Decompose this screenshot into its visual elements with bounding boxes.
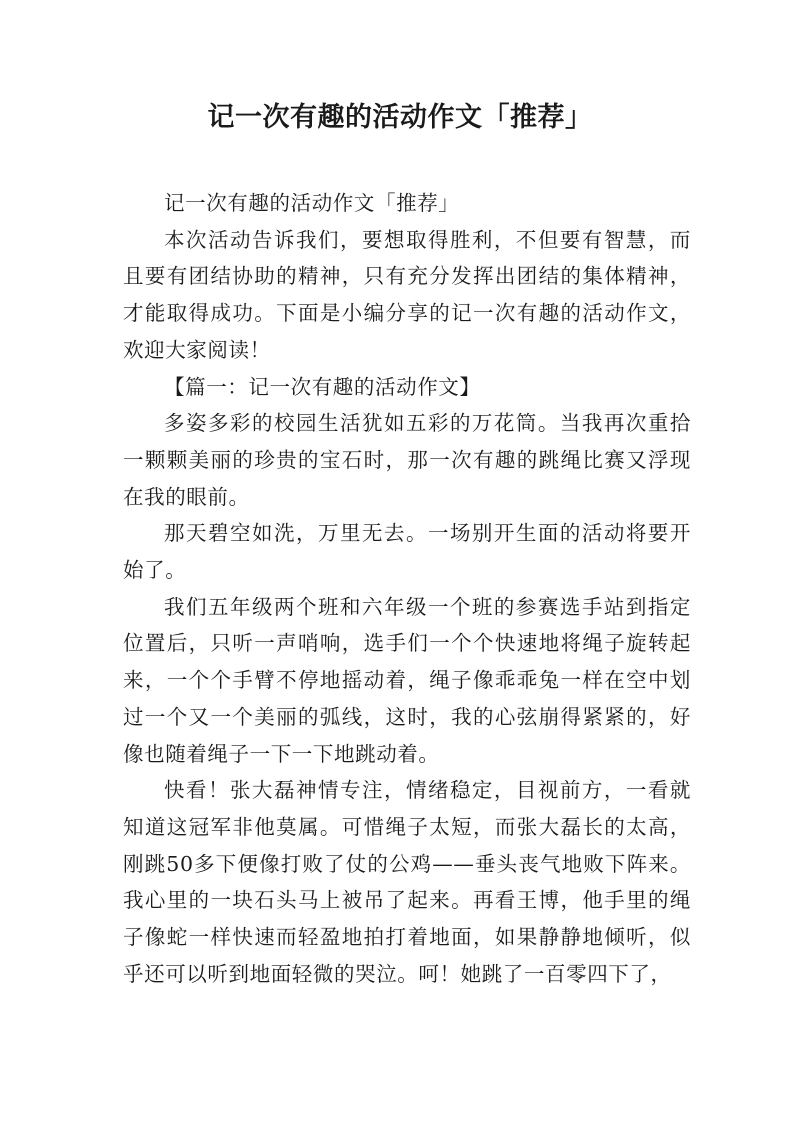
paragraph-subtitle: 记一次有趣的活动作文「推荐」 (164, 191, 460, 215)
paragraph-intro: 本次活动告诉我们，要想取得胜利，不但要有智慧，而且要有团结协助的精神，只有充分发挥出团结的集体精神，才能取得成功。下面是小编分享的记一次有趣的活动作文，欢迎大家阅读！ (123, 227, 691, 362)
paragraph: 多姿多彩的校园生活犹如五彩的万花筒。当我再次重拾一颗颗美丽的珍贵的宝石时，那一次有趣的跳绳比赛又浮现在我的眼前。 (123, 411, 691, 509)
section-heading: 【篇一：记一次有趣的活动作文】 (164, 374, 481, 399)
document-body (123, 185, 691, 992)
paragraph: 我们五年级两个班和六年级一个班的参赛选手站到指定位置后，只听一声哨响，选手们一个个快速地将绳子旋转起来，一个个手臂不停地摇动着，绳子像乖乖兔一样在空中划过一个又一个美丽的弧线，这时，我的心弦崩得紧紧的，好像也随着绳子一下一下地跳动着。 (123, 594, 691, 766)
paragraph: 那天碧空如洗，万里无去。一场别开生面的活动将要开始了。 (123, 521, 691, 583)
document-title: 记一次有趣的活动作文「推荐」 (207, 102, 593, 133)
paragraph: 快看！张大磊神情专注，情绪稳定，目视前方，一看就知道这冠军非他莫属。可惜绳子太短，而张大磊长的太高，刚跳50多下便像打败了仗的公鸡——垂头丧气地败下阵来。我心里的一块石头马上被吊了起来。再看王博，他手里的绳子像蛇一样快速而轻盈地拍打着地面，如果静静地倾听，似乎还可以听到地面轻微的哭泣。呵！她跳了一百零四下了， (123, 778, 691, 986)
